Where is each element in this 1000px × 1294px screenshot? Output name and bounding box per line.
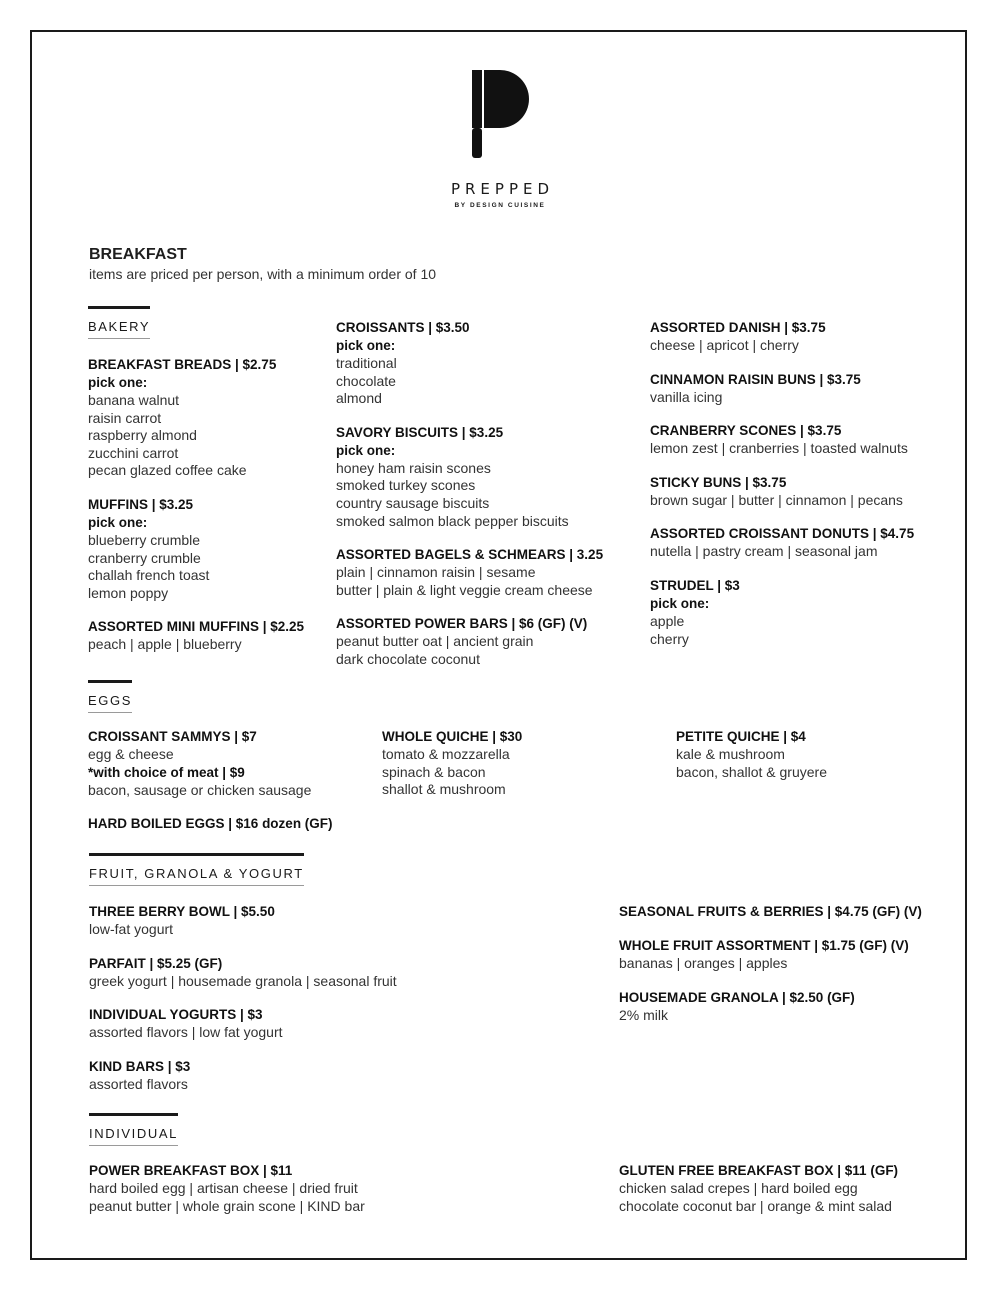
item-option: dark chocolate coconut: [336, 650, 480, 667]
item-subname: *with choice of meat | $9: [88, 764, 245, 780]
item-option: country sausage biscuits: [336, 494, 490, 511]
item-name: GLUTEN FREE BREAKFAST BOX | $11 (GF): [619, 1163, 899, 1178]
menu-item: [336, 424, 636, 530]
item-name: CROISSANT SAMMYS | $7: [88, 729, 257, 744]
bakery-col3: [650, 319, 950, 648]
item-option: banana walnut: [88, 392, 180, 408]
item-name: STICKY BUNS | $3.75: [650, 474, 787, 490]
item-name: KIND BARS | $3: [89, 1058, 191, 1074]
menu-item: [89, 955, 509, 991]
item-name: WHOLE FRUIT ASSORTMENT | $1.75 (GF) (V): [619, 938, 909, 953]
brand-tagline: BY DESIGN CUISINE: [454, 202, 546, 209]
cleaver-p-icon: [470, 68, 530, 160]
eggs-col2: [382, 728, 662, 799]
menu-item: [650, 474, 950, 510]
item-name: SEASONAL FRUITS & BERRIES | $4.75 (GF) (V): [619, 904, 922, 919]
item-option: blueberry crumble: [88, 531, 201, 548]
item-name: PARFAIT | $5.25 (GF): [89, 955, 223, 971]
menu-item: [650, 525, 950, 561]
item-option: chocolate: [336, 372, 396, 389]
fruit-left: [89, 903, 509, 1093]
item-name: ASSORTED BAGELS & SCHMEARS | 3.25: [336, 547, 604, 563]
item-name: ASSORTED DANISH | $3.75: [650, 320, 826, 335]
pick-one-label: pick one:: [88, 375, 148, 390]
item-name: INDIVIDUAL YOGURTS | $3: [89, 1007, 263, 1023]
item-option: almond: [336, 390, 382, 407]
item-name: STRUDEL | $3: [650, 577, 740, 593]
menu-item: [676, 728, 956, 781]
item-option: cheese | apricot | cherry: [650, 337, 799, 353]
menu-item: [89, 903, 509, 939]
item-option: chicken salad crepes | hard boiled egg: [619, 1180, 858, 1196]
item-option: raisin carrot: [88, 409, 162, 426]
item-option: pecan glazed coffee cake: [88, 462, 247, 479]
item-name: ASSORTED MINI MUFFINS | $2.25: [88, 619, 305, 635]
pick-one-label: pick one:: [336, 338, 396, 353]
item-option: peanut butter oat | ancient grain: [336, 633, 534, 650]
pick-one-label: pick one:: [88, 514, 148, 530]
individual-left: [89, 1162, 509, 1215]
item-name: CINNAMON RAISIN BUNS | $3.75: [650, 371, 861, 387]
menu-item: [650, 577, 950, 648]
item-option: chocolate coconut bar | orange & mint salad: [619, 1197, 892, 1214]
item-option: peach | apple | blueberry: [88, 636, 242, 653]
item-option: cherry: [650, 630, 689, 647]
menu-item: [619, 1162, 949, 1215]
item-option: plain | cinnamon raisin | sesame: [336, 564, 536, 581]
item-option: egg & cheese: [88, 746, 174, 762]
page-title: BREAKFAST: [89, 246, 187, 263]
item-option: kale & mushroom: [676, 746, 785, 762]
item-option: cranberry crumble: [88, 549, 201, 566]
item-name: POWER BREAKFAST BOX | $11: [89, 1163, 293, 1178]
item-option: vanilla icing: [650, 388, 723, 405]
item-option: lemon zest | cranberries | toasted walnuts: [650, 440, 908, 457]
menu-item: [88, 815, 368, 833]
item-option: apple: [650, 612, 685, 629]
fruit-right: [619, 903, 949, 1024]
section-individual-title: INDIVIDUAL: [89, 1113, 178, 1146]
menu-item: [336, 319, 636, 408]
item-option: traditional: [336, 355, 397, 371]
item-option: spinach & bacon: [382, 763, 486, 780]
item-option: challah french toast: [88, 567, 210, 584]
item-option: assorted flavors: [89, 1075, 188, 1092]
item-option: bacon, sausage or chicken sausage: [88, 781, 312, 798]
page-subtitle: items are priced per person, with a minimum order of 10: [89, 266, 437, 282]
item-option: nutella | pastry cream | seasonal jam: [650, 543, 878, 560]
item-option: butter | plain & light veggie cream cheese: [336, 581, 593, 598]
menu-item: [382, 728, 662, 799]
item-name: BREAKFAST BREADS | $2.75: [88, 357, 277, 372]
menu-item: [89, 1058, 509, 1094]
item-name: CRANBERRY SCONES | $3.75: [650, 423, 842, 439]
menu-item: [88, 496, 328, 602]
individual-right: [619, 1162, 949, 1215]
menu-item: [336, 615, 636, 668]
menu-item: [650, 371, 950, 407]
menu-item: [336, 546, 636, 599]
menu-item: [650, 319, 950, 355]
item-option: raspberry almond: [88, 427, 197, 444]
bakery-col2: [336, 319, 636, 669]
section-bakery-title: BAKERY: [88, 306, 150, 339]
page-header: [89, 246, 436, 282]
item-option: smoked salmon black pepper biscuits: [336, 512, 569, 529]
item-option: low-fat yogurt: [89, 921, 174, 937]
eggs-col1: [88, 728, 368, 833]
logo: [0, 68, 1000, 209]
item-option: bananas | oranges | apples: [619, 955, 788, 971]
menu-item: [619, 903, 949, 921]
item-name: ASSORTED CROISSANT DONUTS | $4.75: [650, 526, 915, 542]
item-option: tomato & mozzarella: [382, 746, 510, 762]
item-name: SAVORY BISCUITS | $3.25: [336, 424, 504, 440]
item-option: lemon poppy: [88, 584, 169, 601]
pick-one-label: pick one:: [650, 595, 710, 611]
item-name: HOUSEMADE GRANOLA | $2.50 (GF): [619, 989, 855, 1005]
item-name: ASSORTED POWER BARS | $6 (GF) (V): [336, 616, 588, 632]
item-name: CROISSANTS | $3.50: [336, 320, 470, 335]
item-option: honey ham raisin scones: [336, 459, 491, 476]
eggs-col3: [676, 728, 956, 781]
item-option: peanut butter | whole grain scone | KIND bar: [89, 1197, 365, 1214]
menu-item: [88, 356, 328, 480]
section-eggs-title: EGGS: [88, 680, 132, 713]
menu-item: [89, 1162, 509, 1215]
item-name: MUFFINS | $3.25: [88, 496, 194, 512]
item-name: WHOLE QUICHE | $30: [382, 729, 523, 744]
item-option: hard boiled egg | artisan cheese | dried fruit: [89, 1180, 358, 1196]
item-option: 2% milk: [619, 1006, 669, 1023]
menu-item: [619, 989, 949, 1025]
item-option: greek yogurt | housemade granola | seasonal fruit: [89, 972, 397, 989]
item-option: bacon, shallot & gruyere: [676, 763, 827, 780]
menu-item: [650, 422, 950, 458]
menu-item: [88, 618, 328, 654]
bakery-col1: [88, 356, 328, 654]
menu-item: [619, 937, 949, 973]
item-option: shallot & mushroom: [382, 781, 506, 798]
brand-name: PREPPED: [450, 180, 555, 198]
item-option: assorted flavors | low fat yogurt: [89, 1024, 283, 1041]
item-name: HARD BOILED EGGS | $16 dozen (GF): [88, 816, 333, 832]
menu-item: [88, 728, 368, 799]
section-fruit-title: FRUIT, GRANOLA & YOGURT: [89, 853, 304, 886]
item-name: THREE BERRY BOWL | $5.50: [89, 904, 275, 919]
item-option: zucchini carrot: [88, 444, 179, 461]
pick-one-label: pick one:: [336, 442, 396, 458]
menu-item: [89, 1006, 509, 1042]
item-option: brown sugar | butter | cinnamon | pecans: [650, 491, 903, 508]
item-option: smoked turkey scones: [336, 477, 476, 494]
item-name: PETITE QUICHE | $4: [676, 729, 806, 744]
